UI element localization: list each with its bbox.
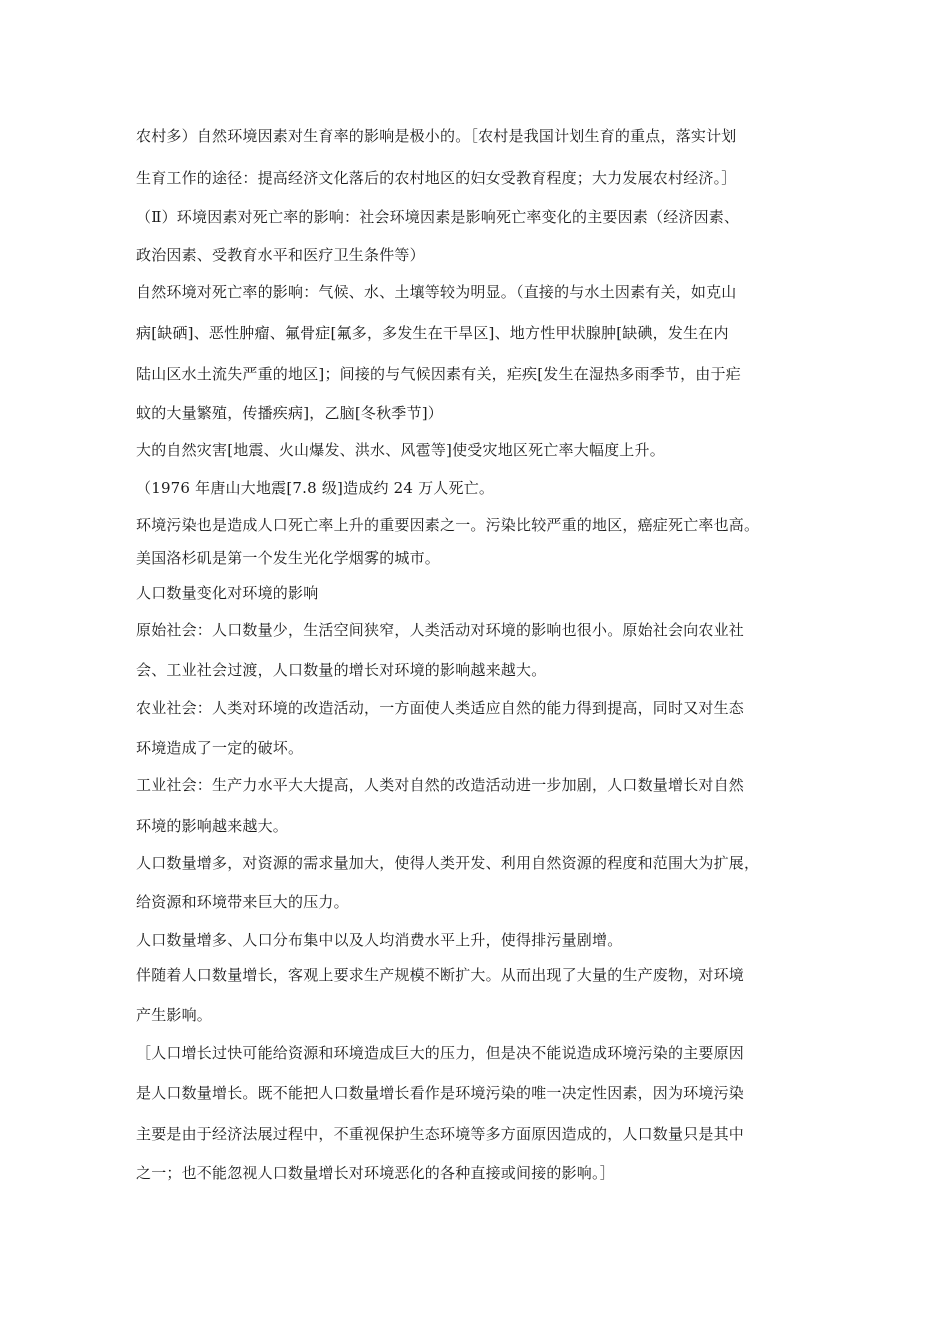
text-line: 大的自然灾害[地震、火山爆发、洪水、风雹等]使受灾地区死亡率大幅度上升。 (136, 441, 665, 459)
text-line: 工业社会：生产力水平大大提高，人类对自然的改造活动进一步加剧，人口数量增长对自然 (136, 776, 745, 794)
text-line: （1976 年唐山大地震[7.8 级]造成约 24 万人死亡。 (136, 479, 495, 497)
text-line: 人口数量变化对环境的影响 (136, 584, 319, 602)
text-line: 陆山区水土流失严重的地区]；间接的与气候因素有关，疟疾[发生在湿热多雨季节，由于疟 (136, 365, 741, 383)
text-line: 自然环境对死亡率的影响：气候、水、土壤等较为明显。（直接的与水土因素有关，如克山 (136, 283, 737, 301)
text-line: 农业社会：人类对环境的改造活动，一方面使人类适应自然的能力得到提高，同时又对生态 (136, 699, 745, 717)
text-line: 农村多）自然环境因素对生育率的影响是极小的。［农村是我国计划生育的重点，落实计划 (136, 127, 737, 145)
text-line: 人口数量增多、人口分布集中以及人均消费水平上升，使得排污量剧增。 (136, 931, 623, 949)
text-line: （Ⅱ）环境因素对死亡率的影响：社会环境因素是影响死亡率变化的主要因素（经济因素、 (136, 208, 740, 226)
text-line: 美国洛杉矶是第一个发生光化学烟雾的城市。 (136, 549, 441, 567)
text-line: 是人口数量增长。既不能把人口数量增长看作是环境污染的唯一决定性因素，因为环境污染 (136, 1084, 745, 1102)
text-line: 政治因素、受教育水平和医疗卫生条件等） (136, 246, 425, 264)
text-line: 病[缺硒]、恶性肿瘤、氟骨症[氟多，多发生在干旱区]、地方性甲状腺肿[缺碘，发生在内 (136, 324, 729, 342)
text-line: 主要是由于经济法展过程中，不重视保护生态环境等多方面原因造成的，人口数量只是其中 (136, 1125, 745, 1143)
text-line: 产生影响。 (136, 1006, 213, 1024)
text-line: 环境的影响越来越大。 (136, 817, 289, 835)
text-line: 给资源和环境带来巨大的压力。 (136, 893, 349, 911)
text-line: 环境污染也是造成人口死亡率上升的重要因素之一。污染比较严重的地区，癌症死亡率也高。 (136, 516, 760, 534)
text-line: ［人口增长过快可能给资源和环境造成巨大的压力，但是决不能说造成环境污染的主要原因 (136, 1044, 745, 1062)
text-line: 环境造成了一定的破坏。 (136, 739, 304, 757)
text-line: 原始社会：人口数量少，生活空间狭窄，人类活动对环境的影响也很小。原始社会向农业社 (136, 621, 745, 639)
text-line: 之一；也不能忽视人口数量增长对环境恶化的各种直接或间接的影响。］ (136, 1164, 615, 1182)
text-line: 蚊的大量繁殖，传播疾病]，乙脑[冬秋季节]） (136, 404, 443, 422)
text-line: 伴随着人口数量增长，客观上要求生产规模不断扩大。从而出现了大量的生产废物，对环境 (136, 966, 745, 984)
text-line: 会、工业社会过渡，人口数量的增长对环境的影响越来越大。 (136, 661, 547, 679)
text-line: 生育工作的途径：提高经济文化落后的农村地区的妇女受教育程度；大力发展农村经济。］ (136, 169, 737, 187)
text-line: 人口数量增多，对资源的需求量加大，使得人类开发、利用自然资源的程度和范围大为扩展， (136, 854, 760, 872)
